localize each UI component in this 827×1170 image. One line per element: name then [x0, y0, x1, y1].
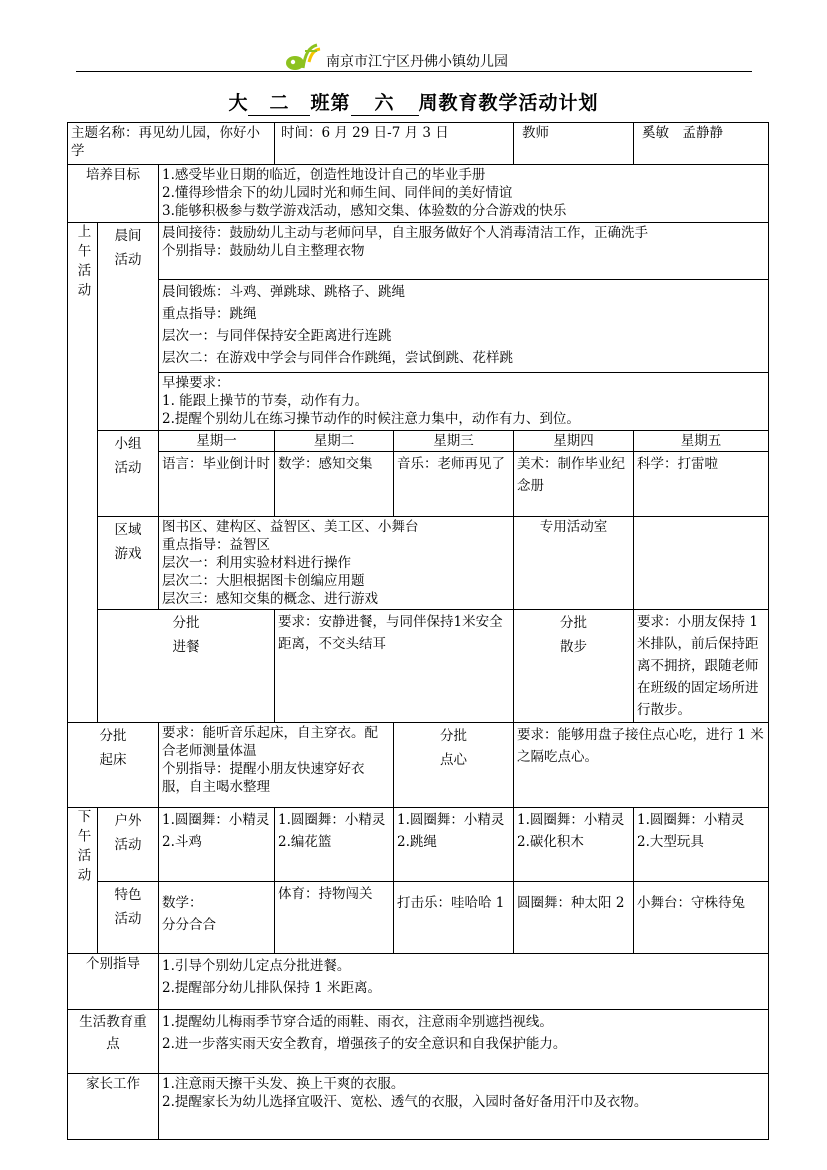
morning-activity-label: 晨间活动	[98, 223, 159, 431]
area-line: 层次一：利用实验材料进行操作	[162, 555, 351, 571]
parents-line: 1.注意雨天擦干头发、换上干爽的衣服。	[162, 1076, 405, 1092]
teacher-label: 教师	[514, 123, 634, 165]
reception-line: 个别指导：鼓励幼儿自主整理衣物	[162, 243, 365, 259]
gym-line: 1. 能跟上操节的节奏，动作有力。	[162, 393, 369, 409]
exercise-line: 重点指导：跳绳	[162, 306, 257, 322]
snack-cell: 要求：能够用盘子接住点心吃，进行 1 米之隔吃点心。	[514, 723, 769, 808]
plan-table	[67, 122, 769, 1140]
time-cell: 时间：6 月 29 日-7 月 3 日	[275, 123, 514, 165]
life-line: 1.提醒幼儿梅雨季节穿合适的雨鞋、雨衣，注意雨伞别遮挡视线。	[162, 1014, 553, 1030]
teacher-names: 奚敏 孟静静	[634, 123, 769, 165]
area-cell	[159, 517, 514, 610]
day-header: 星期三	[394, 431, 514, 452]
school-name: 南京市江宁区丹佛小镇幼儿园	[326, 54, 508, 70]
meal-cell: 要求：安静进餐，与同伴保持1米安全距离，不交头结耳	[275, 610, 514, 723]
area-line: 重点指导：益智区	[162, 537, 270, 553]
day-header: 星期二	[275, 431, 394, 452]
header-rule	[76, 71, 752, 72]
morning-label: 上午活动	[68, 223, 98, 723]
page-header	[0, 38, 827, 78]
individual-line: 2.提醒部分幼儿排队保持 1 米距离。	[162, 980, 382, 996]
week-number: 六	[351, 88, 419, 116]
feature-item: 体育：持物闯关	[275, 882, 394, 954]
gym-line: 早操要求：	[162, 375, 230, 391]
life-line: 2.进一步落实雨天安全教育，增强孩子的安全意识和自我保护能力。	[162, 1036, 567, 1052]
group-item: 科学：打雷啦	[634, 452, 769, 517]
group-item: 音乐：老师再见了	[394, 452, 514, 517]
goal-line: 3.能够积极参与数学游戏活动，感知交集、体验数的分合游戏的快乐	[162, 203, 567, 219]
gym-line: 2.提醒个别幼儿在练习操节动作的时候注意力集中，动作有力、到位。	[162, 411, 580, 427]
group-item: 语言：毕业倒计时	[159, 452, 275, 517]
class-number: 二	[248, 88, 310, 116]
parents-cell	[159, 1074, 769, 1140]
snack-label: 分批点心	[394, 723, 514, 808]
walk-label: 分批散步	[514, 610, 634, 723]
goals-label: 培养目标	[68, 165, 159, 223]
exercise-cell	[159, 280, 769, 373]
reception-line: 晨间接待：鼓励幼儿主动与老师问早，自主服务做好个人消毒清洁工作，正确洗手	[162, 225, 648, 241]
feature-item: 数学： 分分合合	[159, 882, 275, 954]
outdoor-item: 1.圆圈舞：小精灵 2.跳绳	[394, 808, 514, 882]
page-title	[0, 88, 827, 116]
empty-cell	[634, 517, 769, 610]
special-room-cell: 专用活动室	[514, 517, 634, 610]
life-cell	[159, 1010, 769, 1074]
wake-line: 要求：能听音乐起床，自主穿衣。配合老师测量体温	[162, 725, 378, 759]
outdoor-label: 户外活动	[98, 808, 159, 882]
exercise-line: 晨间锻炼：斗鸡、弹跳球、跳格子、跳绳	[162, 284, 405, 300]
area-label: 区域游戏	[98, 517, 159, 610]
reception-cell	[159, 223, 769, 280]
day-header: 星期四	[514, 431, 634, 452]
area-line: 图书区、建构区、益智区、美工区、小舞台	[162, 519, 419, 535]
parents-label: 家长工作	[68, 1074, 159, 1140]
goal-line: 2.懂得珍惜余下的幼儿园时光和师生间、同伴间的美好情谊	[162, 185, 513, 201]
title-mid: 班第	[310, 92, 351, 114]
outdoor-item: 1.圆圈舞：小精灵 2.编花篮	[275, 808, 394, 882]
group-label: 小组活动	[98, 431, 159, 517]
exercise-line: 层次二：在游戏中学会与同伴合作跳绳，尝试倒跳、花样跳	[162, 350, 513, 366]
individual-label: 个别指导	[68, 954, 159, 1010]
day-header: 星期一	[159, 431, 275, 452]
goals-cell	[159, 165, 769, 223]
afternoon-label: 下午活动	[68, 808, 98, 954]
school-logo-icon	[283, 42, 323, 72]
wake-label: 分批起床	[68, 723, 159, 808]
area-line: 层次三：感知交集的概念、进行游戏	[162, 591, 378, 607]
outdoor-item: 1.圆圈舞：小精灵 2.斗鸡	[159, 808, 275, 882]
meal-label: 分批进餐	[98, 610, 275, 723]
group-item: 美术：制作毕业纪念册	[514, 452, 634, 517]
exercise-line: 层次一：与同伴保持安全距离进行连跳	[162, 328, 392, 344]
outdoor-item: 1.圆圈舞：小精灵 2.碳化积木	[514, 808, 634, 882]
goal-line: 1.感受毕业日期的临近，创造性地设计自己的毕业手册	[162, 167, 486, 183]
individual-cell	[159, 954, 769, 1010]
feature-label: 特色活动	[98, 882, 159, 954]
area-line: 层次二：大胆根据图卡创编应用题	[162, 573, 365, 589]
life-label: 生活教育重 点	[68, 1010, 159, 1074]
feature-item: 打击乐：哇哈哈 1	[394, 882, 514, 954]
day-header: 星期五	[634, 431, 769, 452]
wake-cell	[159, 723, 394, 808]
wake-line: 个别指导：提醒小朋友快速穿好衣服，自主喝水整理	[162, 761, 365, 795]
feature-item: 小舞台：守株待兔	[634, 882, 769, 954]
gym-cell	[159, 373, 769, 431]
feature-item: 圆圈舞：种太阳 2	[514, 882, 634, 954]
outdoor-item: 1.圆圈舞：小精灵 2.大型玩具	[634, 808, 769, 882]
parents-line: 2.提醒家长为幼儿选择宜吸汗、宽松、透气的衣服，入园时备好备用汗巾及衣物。	[162, 1094, 648, 1110]
group-item: 数学：感知交集	[275, 452, 394, 517]
theme-cell: 主题名称：再见幼儿园，你好小学	[68, 123, 275, 165]
title-suffix: 周教育教学活动计划	[418, 92, 599, 114]
walk-cell: 要求：小朋友保持 1 米排队，前后保持距离不拥挤，跟随老师在班级的固定场所进行散步。	[634, 610, 769, 723]
title-prefix: 大	[228, 92, 249, 114]
individual-line: 1.引导个别幼儿定点分批进餐。	[162, 958, 351, 974]
